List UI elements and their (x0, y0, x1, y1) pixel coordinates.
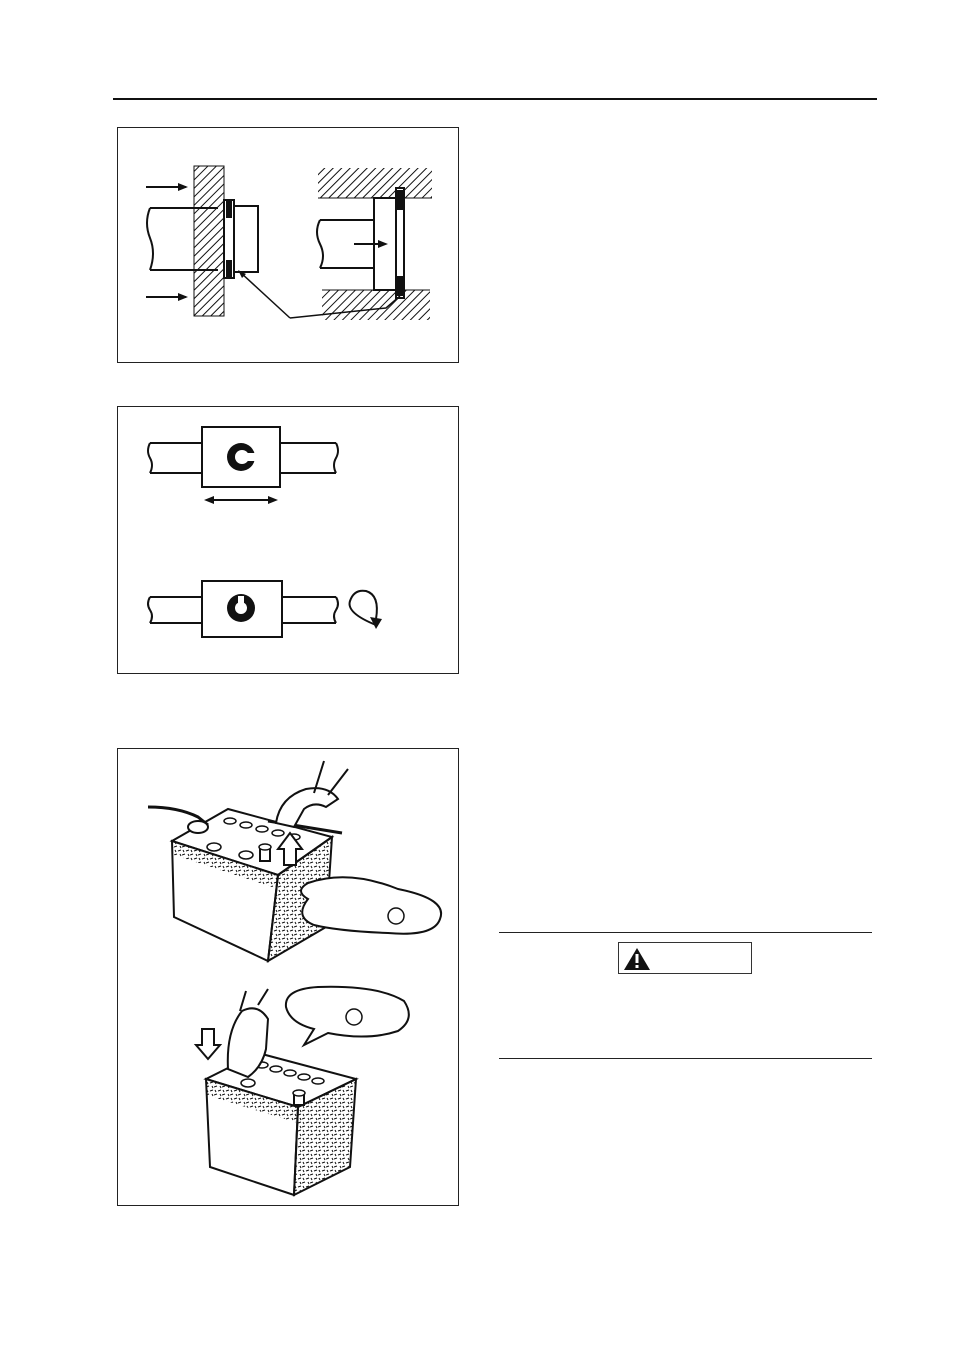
down-arrow-icon (196, 1029, 220, 1059)
axial-play-arrow (204, 496, 278, 504)
bottom-bearing-block (202, 581, 282, 637)
upper-callout-bubble (301, 877, 441, 933)
warning-label (618, 942, 752, 974)
rotation-arrow-icon (350, 591, 382, 629)
upper-hand (276, 761, 348, 827)
left-housing-wall (194, 166, 224, 316)
upper-battery (148, 761, 441, 961)
right-shaft (317, 188, 404, 298)
lower-battery-terminal (293, 1090, 305, 1105)
warning-bottom-rule (499, 1058, 872, 1059)
lower-callout-bubble (286, 987, 409, 1045)
top-bearing-block (202, 427, 280, 487)
oil-seal-installation-figure (117, 127, 459, 363)
upper-battery-terminal (259, 844, 271, 861)
header-rule (113, 98, 877, 100)
bearing-play-check-figure (117, 406, 459, 674)
lower-battery (196, 987, 409, 1195)
battery-maintenance-figure (117, 748, 459, 1206)
warning-top-rule (499, 932, 872, 933)
warning-triangle-icon (623, 947, 651, 971)
